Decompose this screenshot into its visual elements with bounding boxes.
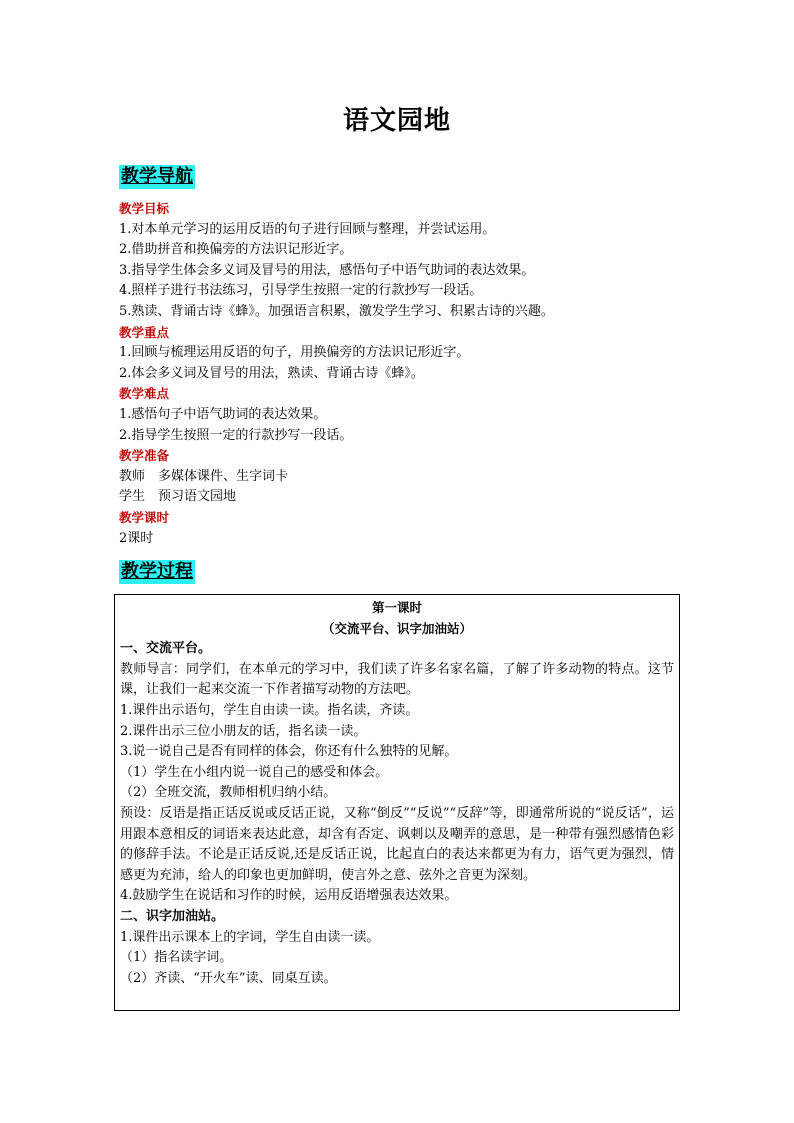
section-heading-teaching-process: 教学过程 [121,561,193,582]
preset-paragraph: 预设：反语是指正话反说或反话正说，又称“倒反”“反说”“反辞”等，即通常所说的“说反话”，运用跟本意相反的词语来表达此意，却含有否定、讽刺以及嘲弄的意思，是一种带有强烈感情色彩的修辞手法。不论是正话反说,还是反话正说，比起直白的表达来都更为有力，语气更为强烈，情感更为充沛，给人的印象也更加鲜明，使言外之意、弦外之音更为深刻。 [120,805,674,883]
lesson-step: （2）齐读、“开火车”读、同桌互读。 [120,970,337,986]
lesson-step: 2.课件出示三位小朋友的话，指名读一读。 [120,723,367,739]
preparation-item: 学生 预习语文园地 [119,489,237,505]
goals-heading: 教学目标 [119,201,170,216]
lesson-step: 4.鼓励学生在说话和习作的时候，运用反语增强表达效果。 [120,888,458,904]
lesson-step: 1.课件出示课本上的字词，学生自由读一读。 [120,929,380,945]
lesson-step: （1）学生在小组内说一说自己的感受和体会。 [120,764,389,780]
period-subtitle: （交流平台、识字加油站） [321,620,472,636]
difficulty-item: 1.感悟句子中语气助词的表达效果。 [119,406,327,422]
part2-title: 二、识字加油站。 [120,908,225,924]
preparation-heading: 教学准备 [119,448,170,464]
periods-heading: 教学课时 [119,509,170,525]
goal-item: 3.指导学生体会多义词及冒号的用法，感悟句子中语气助词的表达效果。 [119,262,535,278]
goal-item: 4.照样子进行书法练习，引导学生按照一定的行款抄写一段话。 [119,283,483,299]
lesson-step: 3.说一说自己是否有同样的体会，你还有什么独特的见解。 [120,744,458,760]
periods-value: 2课时 [119,530,154,546]
lesson-step: （1）指名读字词。 [120,950,233,966]
difficulties-heading: 教学难点 [119,386,170,402]
part1-title: 一、交流平台。 [120,641,212,657]
period-title: 第一课时 [371,600,422,615]
page-title: 语文园地 [342,106,451,136]
teaching-navigation-content [119,199,699,549]
lesson-table-cell [114,594,680,1011]
lesson-step: 1.课件出示语句，学生自由读一读。指名读，齐读。 [120,702,419,718]
key-point-item: 2.体会多义词及冒号的用法，熟读、背诵古诗《蜂》。 [119,365,424,381]
goal-item: 5.熟读、背诵古诗《蜂》。加强语言积累，激发学生学习、积累古诗的兴趣。 [119,303,554,319]
key-point-item: 1.回顾与梳理运用反语的句子，用换偏旁的方法识记形近字。 [119,345,470,361]
key-points-heading: 教学重点 [119,324,170,340]
goal-item: 1.对本单元学习的运用反语的句子进行回顾与整理，并尝试运用。 [119,221,496,237]
goal-item: 2.借助拼音和换偏旁的方法识记形近字。 [119,242,353,258]
section-heading-teaching-navigation: 教学导航 [121,166,193,187]
lesson-step: （2）全班交流，教师相机归纳小结。 [120,785,337,801]
difficulty-item: 2.指导学生按照一定的行款抄写一段话。 [119,427,353,443]
preparation-item: 教师 多媒体课件、生字词卡 [119,468,289,484]
teacher-intro: 教师导言：同学们，在本单元的学习中，我们读了许多名家名篇，了解了许多动物的特点。这节课，让我们一起来交流一下作者描写动物的方法吧。 [120,661,674,698]
